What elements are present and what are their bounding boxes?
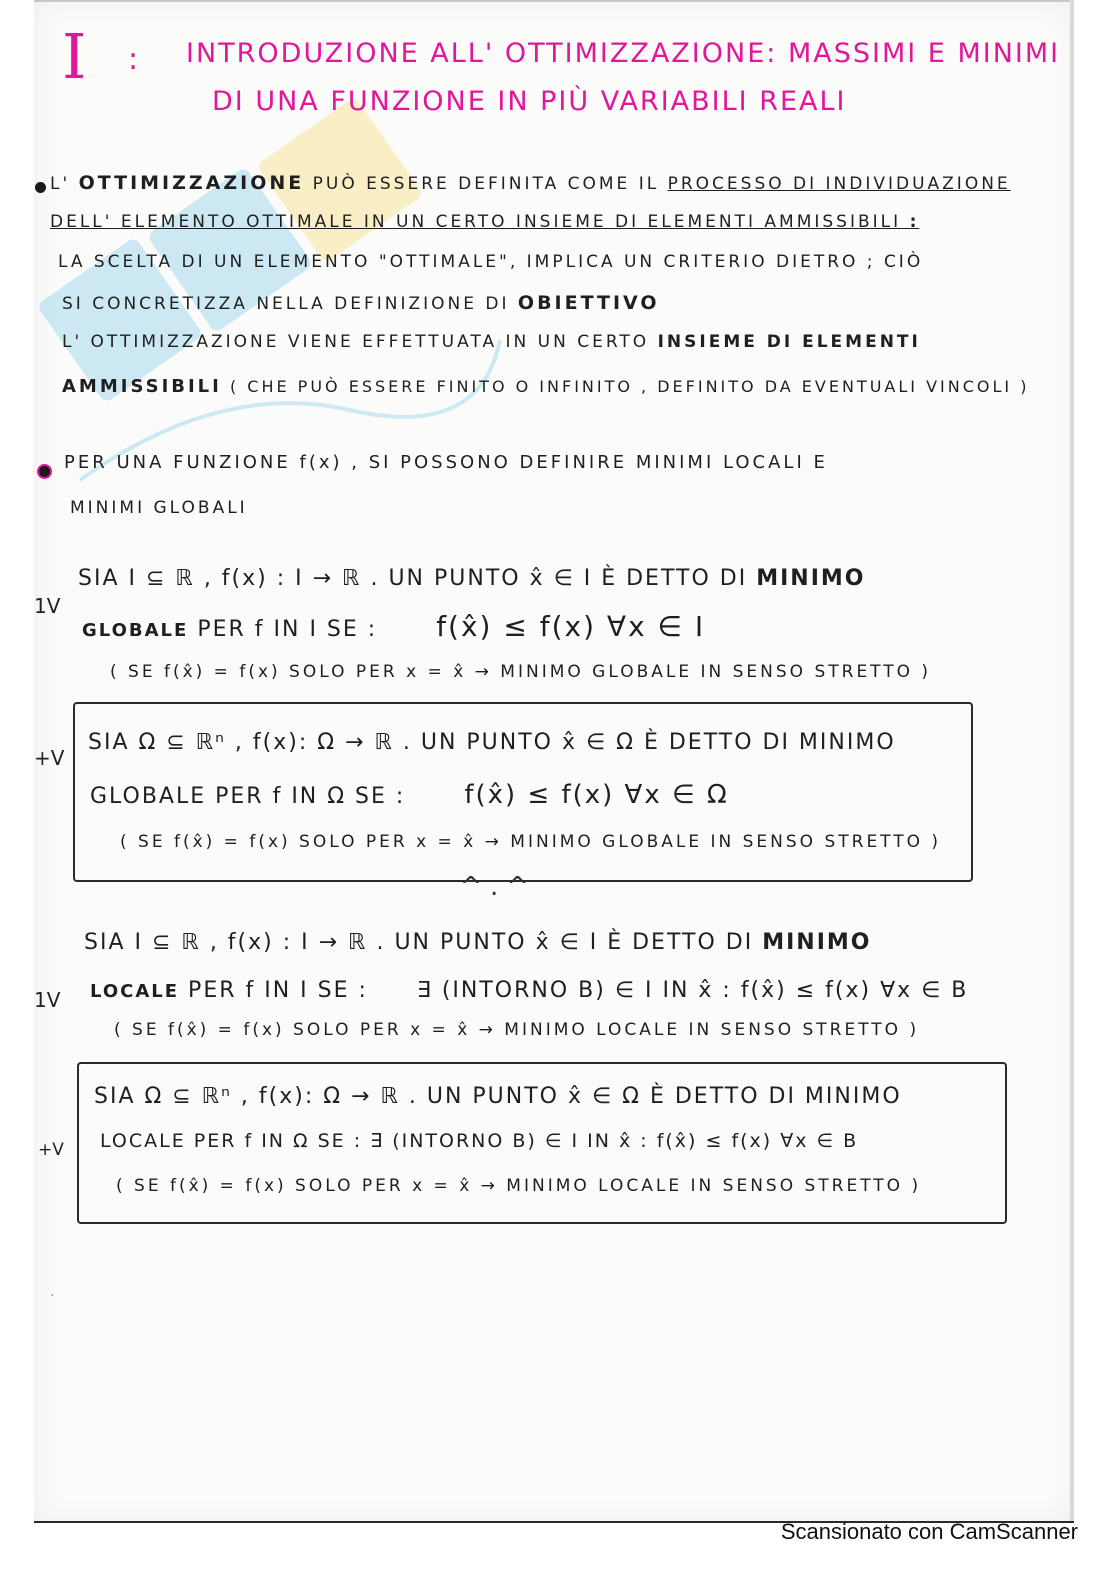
keyword-globale: GLOBALE (82, 620, 189, 641)
definition-line (90, 978, 968, 1003)
formula: ∃ (INTORNO B) ∈ I IN x̂ : f(x̂) ≤ f(x) ∀x ∈ B (416, 978, 969, 1003)
text: L' OTTIMIZZAZIONE VIENE EFFETTUATA IN UN CERTO (62, 332, 650, 352)
stray-mark: · (50, 1288, 55, 1304)
definition-line: SIA Ω ⊆ ℝⁿ , f(x): Ω → ℝ . UN PUNTO x̂ ∈ Ω È DETTO DI MINIMO (88, 730, 896, 755)
keyword-ammissibili: AMMISSIBILI (62, 376, 222, 397)
paragraph-line (50, 212, 919, 232)
keyword-locale: LOCALE (90, 981, 180, 1002)
paragraph-line (50, 172, 1011, 194)
title-line-2: DI UNA FUNZIONE IN PIÙ VARIABILI REALI (212, 86, 847, 117)
paragraph-line (62, 292, 660, 314)
definition-line: LOCALE PER f IN Ω SE : ∃ (INTORNO B) ∈ I IN x̂ : f(x̂) ≤ f(x) ∀x ∈ B (100, 1130, 859, 1152)
text: PUÒ ESSERE DEFINITA COME IL (312, 174, 660, 194)
scanner-footer: Scansionato con CamScanner (780, 1519, 1078, 1544)
underlined-text: ELEMENTI AMMISSIBILI (647, 212, 902, 232)
definition-line (90, 780, 729, 810)
formula: f(x̂) ≤ f(x) ∀x ∈ Ω (464, 780, 729, 810)
text: GLOBALE PER f IN Ω SE : (90, 784, 406, 809)
chapter-numeral: I (62, 20, 87, 93)
paragraph-line (62, 376, 1029, 397)
text: PER f IN I SE : (188, 978, 368, 1003)
keyword-ottimizzazione: OTTIMIZZAZIONE (78, 172, 305, 194)
definition-line (82, 610, 705, 643)
definition-tag: 1V (34, 988, 61, 1012)
keyword-obiettivo: OBIETTIVO (517, 292, 660, 314)
title-line-1: INTRODUZIONE ALL' OTTIMIZZAZIONE: MASSIMI E MINIMI (186, 38, 1061, 69)
paragraph-line (62, 332, 921, 352)
paragraph-line: PER UNA FUNZIONE f(x) , SI POSSONO DEFINIRE MINIMI LOCALI E (64, 452, 828, 473)
definition-note: ( SE f(x̂) = f(x) SOLO PER x = x̂ → MINIMO GLOBALE IN SENSO STRETTO ) (120, 832, 942, 852)
bullet-dot (35, 182, 46, 193)
definition-tag: +V (38, 1140, 64, 1160)
definition-tag: 1V (34, 594, 61, 618)
definition-note: ( SE f(x̂) = f(x) SOLO PER x = x̂ → MINIMO LOCALE IN SENSO STRETTO ) (116, 1176, 922, 1196)
text: : (909, 212, 920, 232)
title-colon: : (128, 42, 139, 77)
keyword-minimo: MINIMO (762, 930, 872, 955)
text: SIA I ⊆ ℝ , f(x) : I → ℝ . UN PUNTO x̂ ∈ I È DETTO DI (78, 566, 748, 591)
text: DELL' ELEMENTO OTTIMALE IN UN CERTO INSIEME DI (50, 212, 640, 232)
underlined-text: PROCESSO DI INDIVIDUAZIONE (667, 174, 1011, 194)
definition-note: ( SE f(x̂) = f(x) SOLO PER x = x̂ → MINIMO GLOBALE IN SENSO STRETTO ) (110, 662, 932, 682)
paragraph-line: LA SCELTA DI UN ELEMENTO "OTTIMALE", IMPLICA UN CRITERIO DIETRO ; CIÒ (58, 252, 924, 272)
definition-line: SIA Ω ⊆ ℝⁿ , f(x): Ω → ℝ . UN PUNTO x̂ ∈ Ω È DETTO DI MINIMO (94, 1084, 902, 1109)
page-edge-top (34, 0, 1074, 2)
paragraph-line: MINIMI GLOBALI (70, 498, 248, 518)
text: L' (50, 174, 71, 194)
text: PER f IN I SE : (197, 617, 378, 642)
text: SIA I ⊆ ℝ , f(x) : I → ℝ . UN PUNTO x̂ ∈ I È DETTO DI (84, 930, 754, 955)
definition-note: ( SE f(x̂) = f(x) SOLO PER x = x̂ → MINIMO LOCALE IN SENSO STRETTO ) (114, 1020, 920, 1040)
definition-tag: +V (34, 746, 65, 770)
keyword-minimo: MINIMO (756, 566, 866, 591)
bullet-dot (39, 466, 50, 477)
text: ( CHE PUÒ ESSERE FINITO O INFINITO , DEFINITO DA EVENTUALI VINCOLI ) (229, 377, 1030, 396)
page-edge-right (1070, 0, 1074, 1522)
text: SI CONCRETIZZA NELLA DEFINIZIONE DI (62, 294, 510, 314)
keyword-insieme: INSIEME DI ELEMENTI (657, 332, 921, 352)
formula: f(x̂) ≤ f(x) ∀x ∈ I (436, 610, 706, 643)
hat-marks: ^ . ^ (460, 872, 529, 902)
definition-line (84, 930, 871, 955)
definition-line (78, 566, 865, 591)
